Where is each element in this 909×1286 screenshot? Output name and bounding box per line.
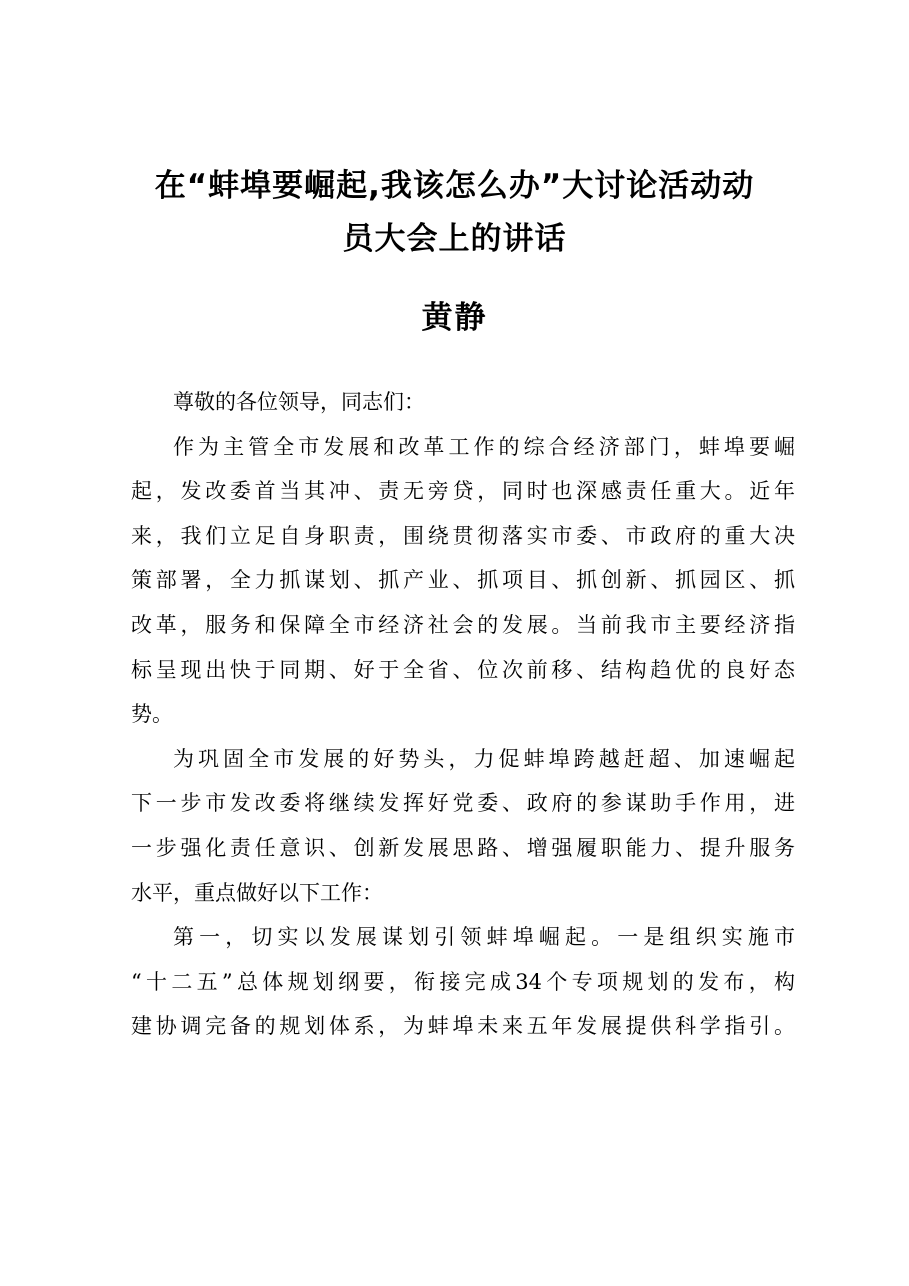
body-text-line: 势。 [131, 702, 173, 727]
body-text-line: 改革，服务和保障全市经济社会的发展。当前我市主要经济指 [131, 612, 795, 637]
body-text-line: 水平，重点做好以下工作： [131, 880, 383, 905]
title-line-2: 员大会上的讲话 [342, 221, 567, 257]
body-text-line: 作为主管全市发展和改革工作的综合经济部门，蚌埠要崛 [173, 434, 795, 459]
body-text-line: 起，发改委首当其冲、责无旁贷，同时也深感责任重大。近年 [131, 479, 795, 504]
title-line-1: 在“蚌埠要崛起,我该怎么办”大讨论活动动 [154, 168, 755, 204]
body-text-line: 来，我们立足自身职责，围绕贯彻落实市委、市政府的重大决 [131, 523, 795, 548]
author-name: 黄静 [421, 300, 488, 336]
document-body [131, 380, 795, 1049]
document-title [100, 160, 809, 266]
body-text-line: 建协调完备的规划体系，为蚌埠未来五年发展提供科学指引。 [131, 1014, 795, 1039]
body-text-line: 第一，切实以发展谋划引领蚌埠崛起。一是组织实施市 [173, 925, 795, 950]
body-text-line: 为巩固全市发展的好势头，力促蚌埠跨越赶超、加速崛起 [173, 746, 795, 771]
body-text-line: “十二五”总体规划纲要，衔接完成34个专项规划的发布，构 [131, 969, 795, 994]
body-text-line: 尊敬的各位领导，同志们： [173, 390, 425, 414]
body-text-line: 下一步市发改委将继续发挥好党委、政府的参谋助手作用，进 [131, 791, 795, 816]
body-text-line: 一步强化责任意识、创新发展思路、增强履职能力、提升服务 [131, 835, 795, 860]
body-text-line: 策部署，全力抓谋划、抓产业、抓项目、抓创新、抓园区、抓 [131, 568, 795, 593]
body-text-line: 标呈现出快于同期、好于全省、位次前移、结构趋优的良好态 [131, 657, 795, 682]
